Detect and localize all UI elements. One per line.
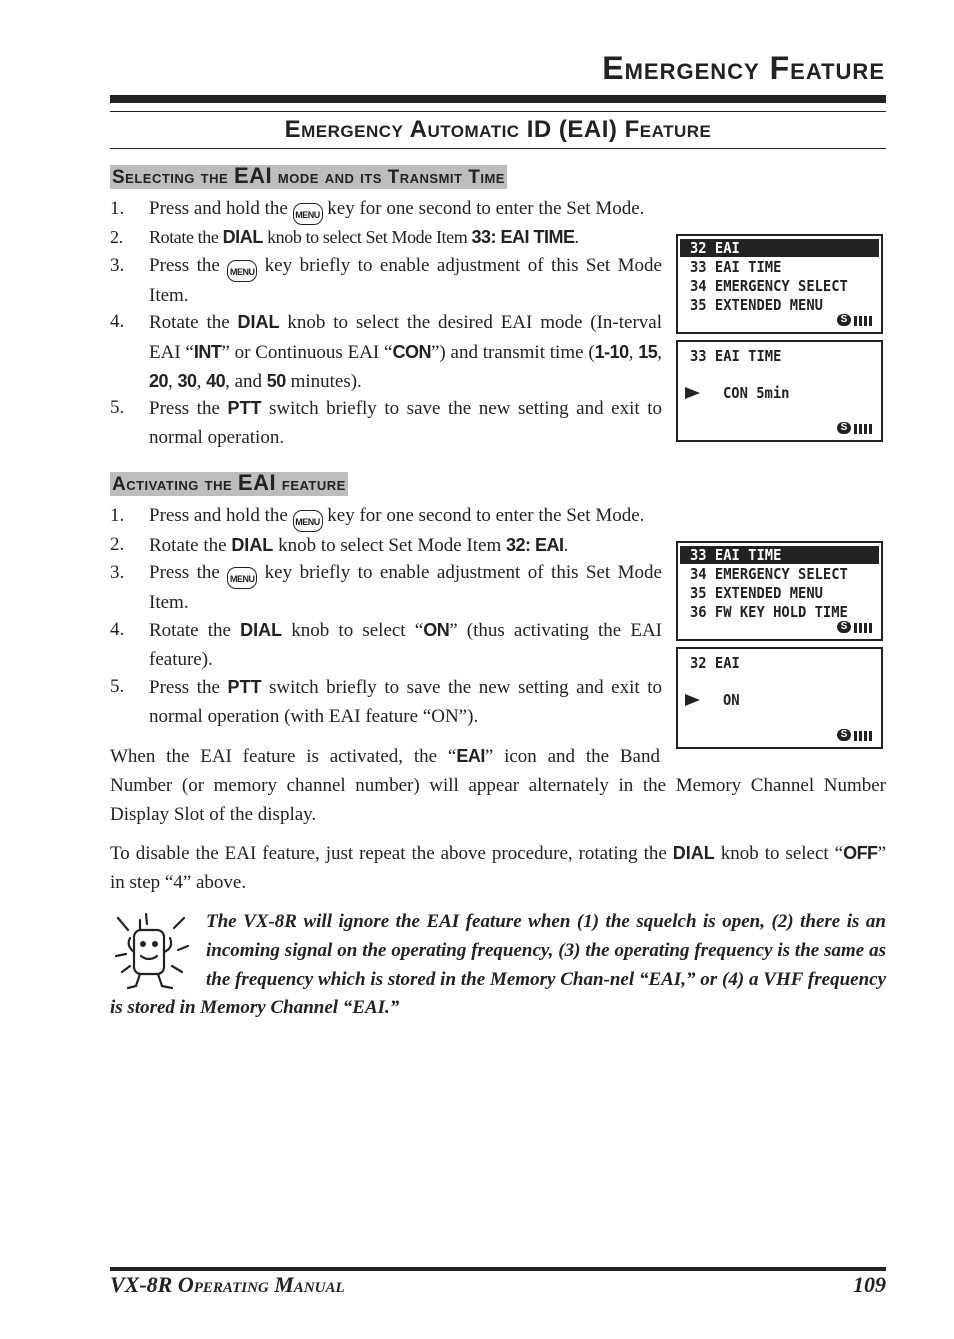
subheading-part: Selecting the [112,167,234,188]
lcd-line: 34 EMERGENCY SELECT [690,565,848,583]
paragraph-disable-eai [110,839,886,898]
step-text: Press the [149,562,228,583]
lcd-highlight-row [680,546,879,564]
subheading-selecting-eai [110,165,507,189]
step-text: Rotate the [149,535,232,556]
s-icon: S [837,314,851,326]
lcd-line: 34 EMERGENCY SELECT [690,277,848,295]
mode-con: CON [392,341,431,362]
step-text: switch briefly to save the new setting and exit to normal operation (with EAI feature “ON”). [149,677,662,727]
step-item [110,394,662,452]
note-text [110,908,886,1023]
dial-label: DIAL [222,227,263,247]
time-option: 50 [266,371,286,391]
step-number: 2. [110,534,125,555]
set-mode-item: 32: EAI [506,535,564,555]
step-number: 2. [110,227,123,247]
menu-key-icon: MENU [293,203,323,225]
mode-on: ON [423,620,450,640]
paragraph-text: To disable the EAI feature, just repeat the above procedure, rotating the [110,843,673,864]
lcd-line: 33 EAI TIME [690,546,782,564]
lcd-line: 35 EXTENDED MENU [690,584,823,602]
s-icon: S [837,422,851,434]
lcd-value: CON 5min [723,384,790,402]
note-body: The VX-8R will ignore the EAI feature when (1) the squelch is open, (2) there is an incoming signal on the operating frequency, (3) the operating frequency is the same as the frequency which is stored in the Memory Chan-nel “EAI,” or (4) a VHF frequency is stored in Memory Channel “EAI.” [110,911,886,1019]
time-option: 1-10 [594,341,629,362]
dial-label: DIAL [240,620,283,640]
pointer-arrow-icon [685,694,700,706]
mode-int: INT [193,341,222,362]
section-title [110,116,886,144]
step-text: key briefly to enable adjustment of this Set Mode Item. [149,255,662,306]
step-text: minutes). [285,371,362,392]
step-item [110,673,662,731]
step-number: 3. [110,255,125,276]
section-rule-top [110,111,886,112]
step-text: Rotate the [149,227,223,247]
step-text: knob to select “ [282,620,424,641]
step-number: 5. [110,676,125,697]
step-text: key for one second to enter the Set Mode. [322,505,645,526]
ptt-label: PTT [227,677,262,697]
step-text: , [628,341,639,363]
step-text: Press the [149,677,228,698]
step-number: 4. [110,311,125,332]
step-number: 1. [110,505,125,526]
subheading-part: feature [276,474,346,495]
step-number: 4. [110,619,125,640]
set-mode-item: 33: EAI TIME [471,227,575,247]
step-text: , and [225,371,267,392]
step-text: , [168,371,178,392]
dial-label: DIAL [237,312,280,332]
step-number: 1. [110,198,125,219]
step-text: knob to select Set Mode Item [273,535,507,556]
step-text: . [563,535,569,556]
lcd-highlight-row [680,239,879,257]
lcd-line: 32 EAI [690,654,740,672]
menu-key-icon: MENU [293,510,323,532]
step-text: Rotate the [149,312,238,333]
step-text: . [574,227,579,247]
battery-icon [854,422,874,434]
step-item [110,502,886,532]
subheading-activating-eai [110,472,348,496]
paragraph-text: knob to select “ [714,843,844,864]
step-text: Press and hold the [149,505,293,526]
page-title: Emergency Feature [602,50,885,86]
step-text: Press the [149,255,228,276]
step-item [110,616,662,674]
step-text: , [196,371,207,392]
eai-icon-label: EAI [456,746,485,766]
subheading-part: EAI [233,163,273,188]
step-item [110,531,662,561]
step-item [110,308,662,397]
time-option: 30 [177,371,197,391]
step-text: switch briefly to save the new setting and exit to normal operation. [149,398,662,448]
paragraph-text: ” icon and the Band Number (or memory channel number) will appear alternately in the Memory Channel Number Display Slot of the display. [110,746,886,825]
step-item [110,252,662,311]
pointer-arrow-icon [685,387,700,399]
lcd-line: 35 EXTENDED MENU [690,296,823,314]
s-icon: S [837,729,851,741]
step-text: ” (thus activating the EAI feature). [149,620,663,670]
section-title-part: Feature [617,116,712,143]
s-icon: S [837,621,851,633]
step-text: Press and hold the [149,198,293,219]
section-rule-bottom [110,148,886,149]
step-number: 3. [110,562,125,583]
header-rule [110,95,886,103]
step-text: knob to select the desired EAI mode (In-terval EAI “ [149,312,662,363]
step-text: Rotate the [149,620,241,641]
mode-off: OFF [843,843,878,863]
ptt-label: PTT [227,398,262,418]
lcd-line: 33 EAI TIME [690,347,782,365]
lcd-display-value [676,340,883,442]
step-item [110,223,670,252]
step-text: ”) and transmit time ( [430,341,595,363]
paragraph-eai-activated [110,742,886,829]
menu-key-icon: MENU [227,260,257,282]
subheading-part: Activating the [112,474,238,495]
step-text: knob to select Set Mode Item [262,227,472,247]
subheading-part: mode and its Transmit Time [272,167,505,188]
time-option: 20 [149,371,169,391]
lcd-line: 32 EAI [690,239,740,257]
battery-icon [854,621,874,633]
section-title-part: Emergency Automatic [284,116,527,143]
paragraph-text: ” in step “4” above. [110,843,886,893]
step-number: 5. [110,397,125,418]
lcd-display-value [676,647,883,749]
battery-icon [854,314,874,326]
step-item [110,195,886,225]
step-text: Press the [149,398,228,419]
dial-label: DIAL [231,535,274,555]
dial-label: DIAL [672,843,715,863]
section-title-part: ID (EAI) [526,116,618,143]
page-number: 109 [853,1272,886,1297]
lcd-display-menu-list [676,234,883,334]
lcd-value: ON [723,691,740,709]
step-text: ” or Continuous EAI “ [221,341,393,363]
subheading-part: EAI [237,470,277,495]
lcd-display-menu-list [676,541,883,641]
step-item [110,559,662,618]
step-text: key for one second to enter the Set Mode. [322,198,645,219]
time-option: 40 [206,371,226,391]
battery-icon [854,729,874,741]
footer-rule [110,1267,886,1271]
time-option: 15 [638,341,658,362]
paragraph-text: When the EAI feature is activated, the “ [110,746,457,767]
lcd-line: 33 EAI TIME [690,258,782,276]
lcd-line: 36 FW KEY HOLD TIME [690,603,848,621]
footer-manual-title: VX-8R Operating Manual [110,1272,345,1297]
menu-key-icon: MENU [227,567,257,589]
step-text: key briefly to enable adjustment of this Set Mode Item. [149,562,662,613]
step-text: , [657,341,662,363]
